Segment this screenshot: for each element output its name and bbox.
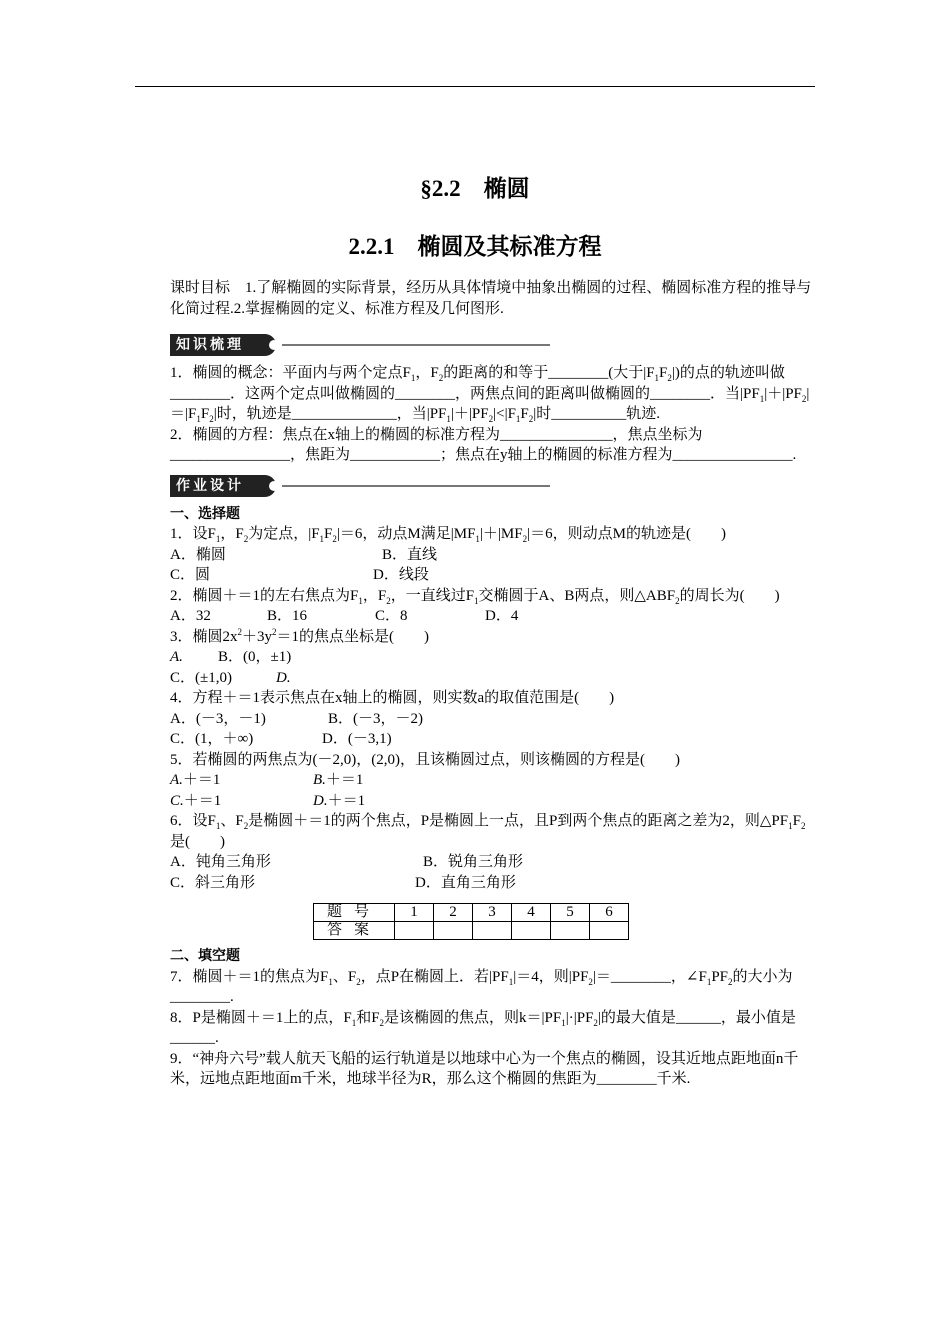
answer-table-number: 5 xyxy=(551,904,590,922)
question-6-options: A．钝角三角形 B．锐角三角形 xyxy=(170,854,524,870)
banner-rule xyxy=(282,344,550,346)
answer-table-number: 6 xyxy=(590,904,629,922)
question-7: 7．椭圆＋＝1的焦点为$F_1$、$F_2$，点P在椭圆上．若$|PF_1|=4$，则$|PF_2|=\_\_\_\_\_\_\_\_$，$\angle F_1PF_2$的大小为________. xyxy=(170,968,793,1005)
question-6: 6．设$F_1$、$F_2$是椭圆＋＝1的两个焦点，P是椭圆上一点，且P到两个焦点的距离之差为2，则$\triangle PF_1F_2$是( ) xyxy=(170,813,806,850)
answer-cell[interactable] xyxy=(512,922,551,940)
answer-cell[interactable] xyxy=(395,922,434,940)
answer-table-number: 4 xyxy=(512,904,551,922)
banner-label: 知识梳理 xyxy=(170,334,276,356)
question-1-options: C．圆 D．线段 xyxy=(170,567,429,583)
section-heading-fill: 二、填空题 xyxy=(170,948,240,964)
document-body xyxy=(170,278,815,1090)
section-title: §2.2 椭圆 xyxy=(420,176,530,201)
answer-cell[interactable] xyxy=(473,922,512,940)
banner-dot-icon xyxy=(269,481,279,491)
question-5-options: A.＋＝1 B.＋＝1 xyxy=(170,772,364,788)
answer-table-number: 1 xyxy=(395,904,434,922)
question-3-options: A. B．(0，±1) xyxy=(170,649,292,665)
lesson-title: 2.2.1 椭圆及其标准方程 xyxy=(348,234,602,259)
knowledge-item-2: 2．椭圆的方程：焦点在x轴上的椭圆的标准方程为_______________，焦点坐标为________________，焦距为____________；焦点在y轴上的椭圆的标准方程为________________. xyxy=(170,426,797,463)
question-2-options: A．32 B．16 C．8 D．4 xyxy=(170,608,519,624)
answer-table-row-numbers xyxy=(314,904,629,922)
answer-table-header: 答案 xyxy=(314,922,395,940)
banner-rule xyxy=(282,485,550,487)
answer-cell[interactable] xyxy=(590,922,629,940)
question-1: 1．设$F_1$，$F_2$为定点，$|F_1F_2|=6$，动点M满足$|MF_1|+|MF_2|=6$，则动点M的轨迹是( ) xyxy=(170,526,726,544)
lesson-goal: 课时目标 1.了解椭圆的实际背景，经历从具体情境中抽象出椭圆的过程、椭圆标准方程的推导与化简过程.2.掌握椭圆的定义、标准方程及几何图形. xyxy=(170,280,812,317)
question-1-options: A．椭圆 B．直线 xyxy=(170,546,438,563)
answer-cell[interactable] xyxy=(551,922,590,940)
question-5-options: C.＋＝1 D.＋＝1 xyxy=(170,792,366,809)
header-rule xyxy=(135,86,815,87)
question-6-options: C．斜三角形 D．直角三角形 xyxy=(170,874,516,891)
question-8: 8．P是椭圆＋＝1上的点，$F_1$和$F_2$是该椭圆的焦点，则$k=|PF_1|\cdot|PF_2|$的最大值是______，最小值是______. xyxy=(170,1009,796,1046)
question-4: 4．方程＋＝1表示焦点在x轴上的椭圆，则实数a的取值范围是( ) xyxy=(170,690,615,706)
banner-homework xyxy=(170,472,815,500)
knowledge-item-1: 1．椭圆的概念：平面内与两个定点$F_1$，$F_2$的距离的和等于________(大于$|F_1F_2|$)的点的轨迹叫做________．这两个定点叫做椭圆的________，两焦点间的距离叫做椭圆的________．当$|PF_1|+|PF_2|=|F_1F_2|$时，轨迹是______________，当$|PF_1|+|PF_2|<|F_1F_2|$时__________轨迹. xyxy=(170,365,810,424)
question-2: 2．椭圆＋＝1的左右焦点为$F_1$，$F_2$，一直线过$F_1$交椭圆于A、B两点，则$\triangle ABF_2$的周长为( ) xyxy=(170,587,780,606)
section-heading-choice: 一、选择题 xyxy=(170,505,240,522)
answer-table xyxy=(313,903,629,940)
answer-table-row-answers xyxy=(314,922,629,940)
banner-knowledge xyxy=(170,331,815,359)
banner-label: 作业设计 xyxy=(170,475,276,497)
question-5: 5．若椭圆的两焦点为(－2,0)，(2,0)，且该椭圆过点，则该椭圆的方程是( ) xyxy=(170,751,680,768)
answer-table-number: 3 xyxy=(473,904,512,922)
question-3: 3．椭圆$2x^2+3y^2=1$的焦点坐标是( ) xyxy=(170,626,430,645)
banner-dot-icon xyxy=(269,340,279,350)
question-4-options: A．(－3，－1) B．(－3，－2) xyxy=(170,710,423,727)
answer-cell[interactable] xyxy=(434,922,473,940)
answer-table-number: 2 xyxy=(434,904,473,922)
question-9: 9．“神舟六号”载人航天飞船的运行轨道是以地球中心为一个焦点的椭圆，设其近地点距地面n千米，远地点距地面m千米，地球半径为R，那么这个椭圆的焦距为________千米. xyxy=(170,1050,799,1087)
question-4-options: C．(1，＋∞) D．(－3,1) xyxy=(170,731,392,747)
answer-table-header: 题号 xyxy=(314,904,395,922)
question-3-options: C．(±1,0) D. xyxy=(170,669,291,686)
